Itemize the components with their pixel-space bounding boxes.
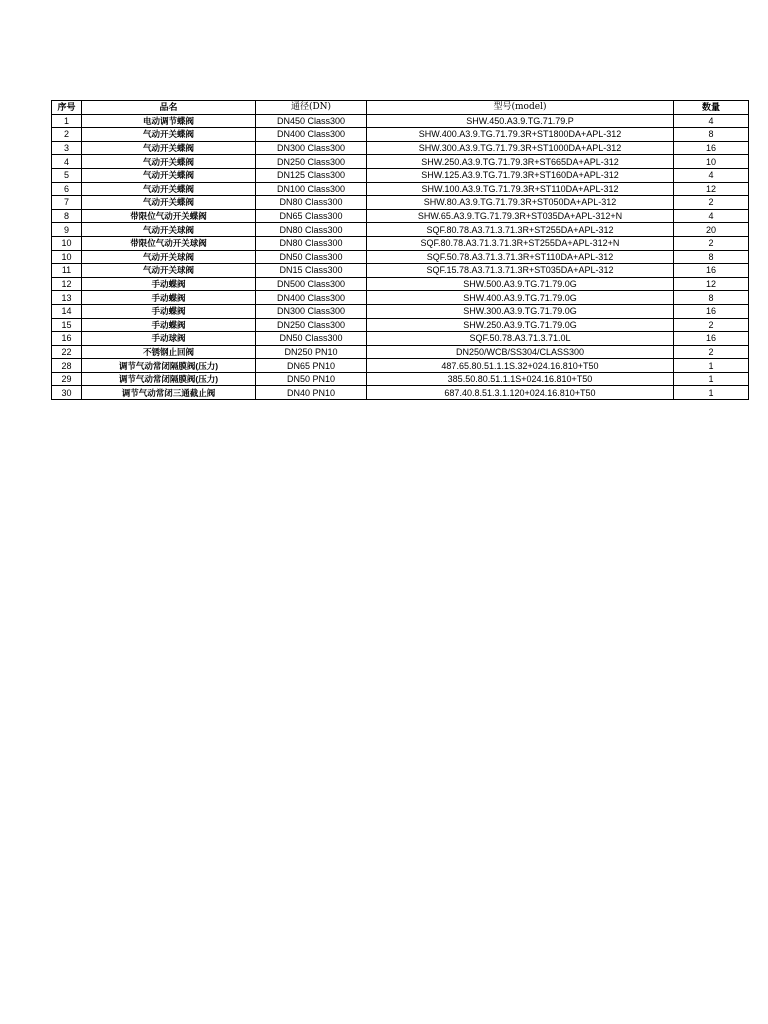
cell-nominal-diameter: DN80 Class300 <box>256 236 367 250</box>
cell-nominal-diameter: DN65 Class300 <box>256 209 367 223</box>
cell-quantity: 4 <box>674 209 749 223</box>
cell-model: SHW.65.A3.9.TG.71.79.3R+ST035DA+APL-312+N <box>367 209 674 223</box>
cell-model: SQF.50.78.A3.71.3.71.3R+ST110DA+APL-312 <box>367 250 674 264</box>
cell-model: SHW.125.A3.9.TG.71.79.3R+ST160DA+APL-312 <box>367 168 674 182</box>
cell-quantity: 8 <box>674 291 749 305</box>
table-row <box>52 209 749 223</box>
cell-model: 385.50.80.51.1.1S+024.16.810+T50 <box>367 372 674 386</box>
cell-product-name: 手动蝶阀 <box>82 304 256 318</box>
cell-nominal-diameter: DN15 Class300 <box>256 264 367 278</box>
cell-nominal-diameter: DN50 Class300 <box>256 332 367 346</box>
cell-serial-number: 8 <box>52 209 82 223</box>
cell-serial-number: 29 <box>52 372 82 386</box>
cell-nominal-diameter: DN80 Class300 <box>256 196 367 210</box>
cell-model: SHW.100.A3.9.TG.71.79.3R+ST110DA+APL-312 <box>367 182 674 196</box>
cell-quantity: 2 <box>674 345 749 359</box>
cell-serial-number: 7 <box>52 196 82 210</box>
cell-product-name: 气动开关蝶阀 <box>82 182 256 196</box>
cell-product-name: 带限位气动开关球阀 <box>82 236 256 250</box>
cell-nominal-diameter: DN40 PN10 <box>256 386 367 400</box>
table-row <box>52 345 749 359</box>
cell-serial-number: 1 <box>52 114 82 128</box>
cell-quantity: 1 <box>674 359 749 373</box>
cell-serial-number: 10 <box>52 236 82 250</box>
cell-nominal-diameter: DN80 Class300 <box>256 223 367 237</box>
cell-nominal-diameter: DN450 Class300 <box>256 114 367 128</box>
table-row <box>52 264 749 278</box>
cell-model: 687.40.8.51.3.1.120+024.16.810+T50 <box>367 386 674 400</box>
cell-nominal-diameter: DN250 PN10 <box>256 345 367 359</box>
table-row <box>52 141 749 155</box>
cell-quantity: 20 <box>674 223 749 237</box>
cell-nominal-diameter: DN50 Class300 <box>256 250 367 264</box>
header-serial-number: 序号 <box>52 101 82 115</box>
cell-model: SHW.250.A3.9.TG.71.79.3R+ST665DA+APL-312 <box>367 155 674 169</box>
cell-quantity: 12 <box>674 277 749 291</box>
cell-product-name: 手动球阀 <box>82 332 256 346</box>
cell-model: SHW.300.A3.9.TG.71.79.0G <box>367 304 674 318</box>
cell-quantity: 2 <box>674 196 749 210</box>
cell-product-name: 不锈钢止回阀 <box>82 345 256 359</box>
header-quantity: 数量 <box>674 101 749 115</box>
cell-serial-number: 3 <box>52 141 82 155</box>
cell-quantity: 16 <box>674 264 749 278</box>
cell-quantity: 1 <box>674 372 749 386</box>
cell-nominal-diameter: DN250 Class300 <box>256 155 367 169</box>
cell-quantity: 16 <box>674 332 749 346</box>
cell-product-name: 气动开关蝶阀 <box>82 168 256 182</box>
valve-list-table <box>51 100 749 400</box>
cell-nominal-diameter: DN125 Class300 <box>256 168 367 182</box>
cell-nominal-diameter: DN65 PN10 <box>256 359 367 373</box>
table-row <box>52 304 749 318</box>
cell-nominal-diameter: DN400 Class300 <box>256 128 367 142</box>
cell-nominal-diameter: DN500 Class300 <box>256 277 367 291</box>
cell-product-name: 气动开关蝶阀 <box>82 196 256 210</box>
table-row <box>52 168 749 182</box>
header-model: 型号(model) <box>367 101 674 115</box>
cell-quantity: 2 <box>674 236 749 250</box>
table-row <box>52 196 749 210</box>
cell-nominal-diameter: DN300 Class300 <box>256 141 367 155</box>
table-row <box>52 359 749 373</box>
cell-serial-number: 10 <box>52 250 82 264</box>
cell-model: SQF.50.78.A3.71.3.71.0L <box>367 332 674 346</box>
cell-model: DN250/WCB/SS304/CLASS300 <box>367 345 674 359</box>
table-header-row <box>52 101 749 115</box>
cell-model: SHW.80.A3.9.TG.71.79.3R+ST050DA+APL-312 <box>367 196 674 210</box>
header-product-name: 品名 <box>82 101 256 115</box>
cell-serial-number: 9 <box>52 223 82 237</box>
table-row <box>52 277 749 291</box>
cell-nominal-diameter: DN250 Class300 <box>256 318 367 332</box>
cell-product-name: 气动开关球阀 <box>82 264 256 278</box>
cell-model: SHW.250.A3.9.TG.71.79.0G <box>367 318 674 332</box>
cell-serial-number: 15 <box>52 318 82 332</box>
cell-product-name: 手动蝶阀 <box>82 318 256 332</box>
cell-quantity: 16 <box>674 141 749 155</box>
cell-quantity: 1 <box>674 386 749 400</box>
cell-quantity: 16 <box>674 304 749 318</box>
cell-product-name: 带限位气动开关蝶阀 <box>82 209 256 223</box>
cell-serial-number: 22 <box>52 345 82 359</box>
spreadsheet-page <box>51 100 748 400</box>
cell-quantity: 8 <box>674 250 749 264</box>
cell-serial-number: 14 <box>52 304 82 318</box>
cell-nominal-diameter: DN50 PN10 <box>256 372 367 386</box>
cell-product-name: 调节气动常闭隔膜阀(压力) <box>82 359 256 373</box>
cell-model: SQF.80.78.A3.71.3.71.3R+ST255DA+APL-312+N <box>367 236 674 250</box>
cell-product-name: 手动蝶阀 <box>82 291 256 305</box>
cell-product-name: 气动开关球阀 <box>82 223 256 237</box>
cell-quantity: 2 <box>674 318 749 332</box>
cell-product-name: 调节气动常闭隔膜阀(压力) <box>82 372 256 386</box>
table-row <box>52 318 749 332</box>
cell-quantity: 8 <box>674 128 749 142</box>
cell-serial-number: 12 <box>52 277 82 291</box>
table-row <box>52 182 749 196</box>
table-row <box>52 250 749 264</box>
table-row <box>52 386 749 400</box>
cell-product-name: 电动调节蝶阀 <box>82 114 256 128</box>
cell-nominal-diameter: DN300 Class300 <box>256 304 367 318</box>
cell-product-name: 气动开关蝶阀 <box>82 155 256 169</box>
table-row <box>52 223 749 237</box>
cell-product-name: 气动开关球阀 <box>82 250 256 264</box>
table-body <box>52 114 749 399</box>
cell-model: SHW.400.A3.9.TG.71.79.3R+ST1800DA+APL-312 <box>367 128 674 142</box>
table-row <box>52 236 749 250</box>
table-row <box>52 128 749 142</box>
cell-quantity: 12 <box>674 182 749 196</box>
cell-quantity: 4 <box>674 168 749 182</box>
cell-quantity: 4 <box>674 114 749 128</box>
cell-serial-number: 30 <box>52 386 82 400</box>
cell-model: 487.65.80.51.1.1S.32+024.16.810+T50 <box>367 359 674 373</box>
cell-product-name: 气动开关蝶阀 <box>82 141 256 155</box>
cell-product-name: 手动蝶阀 <box>82 277 256 291</box>
cell-model: SHW.450.A3.9.TG.71.79.P <box>367 114 674 128</box>
cell-quantity: 10 <box>674 155 749 169</box>
cell-nominal-diameter: DN400 Class300 <box>256 291 367 305</box>
cell-serial-number: 2 <box>52 128 82 142</box>
cell-serial-number: 11 <box>52 264 82 278</box>
cell-serial-number: 6 <box>52 182 82 196</box>
cell-serial-number: 5 <box>52 168 82 182</box>
cell-serial-number: 16 <box>52 332 82 346</box>
cell-serial-number: 13 <box>52 291 82 305</box>
cell-serial-number: 28 <box>52 359 82 373</box>
cell-product-name: 气动开关蝶阀 <box>82 128 256 142</box>
table-row <box>52 114 749 128</box>
cell-model: SQF.80.78.A3.71.3.71.3R+ST255DA+APL-312 <box>367 223 674 237</box>
cell-model: SHW.500.A3.9.TG.71.79.0G <box>367 277 674 291</box>
header-nominal-diameter: 通径(DN) <box>256 101 367 115</box>
cell-model: SQF.15.78.A3.71.3.71.3R+ST035DA+APL-312 <box>367 264 674 278</box>
table-row <box>52 291 749 305</box>
cell-model: SHW.300.A3.9.TG.71.79.3R+ST1000DA+APL-312 <box>367 141 674 155</box>
cell-nominal-diameter: DN100 Class300 <box>256 182 367 196</box>
table-row <box>52 332 749 346</box>
table-row <box>52 155 749 169</box>
cell-serial-number: 4 <box>52 155 82 169</box>
cell-model: SHW.400.A3.9.TG.71.79.0G <box>367 291 674 305</box>
cell-product-name: 调节气动常闭三通截止阀 <box>82 386 256 400</box>
table-row <box>52 372 749 386</box>
